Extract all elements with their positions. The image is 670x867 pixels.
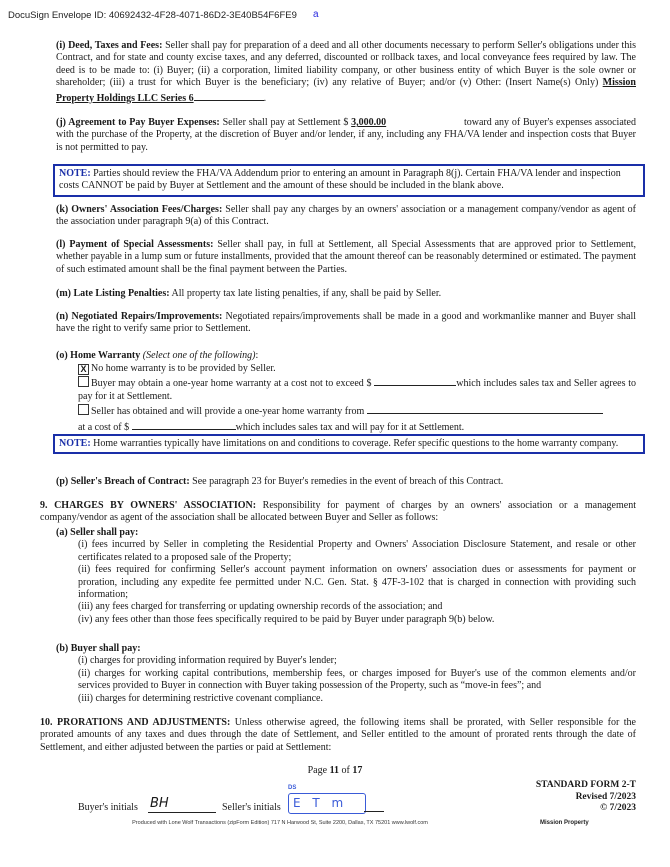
list-item: (i) charges for providing information required by Buyer's lender; — [78, 655, 337, 667]
note-text: Parties should review the FHA/VA Addendum prior to entering an amount in Paragraph 8(j). Certain FHA/VA lender and inspection costs CANNOT be paid by Buyer at Settlement and the amount of these should be included in the blank above. — [59, 168, 621, 192]
buyer-initials-field[interactable] — [148, 794, 216, 813]
buyer-pays-list — [56, 643, 636, 705]
owners-fees-text: Seller shall pay any charges by an owners' association or a management company/vendor as agent of the association under paragraph 9(a) of this Contract. — [56, 204, 636, 228]
breach-paragraph — [56, 476, 636, 488]
header-mark: a — [313, 9, 319, 20]
form-revised: Revised 7/2023 — [575, 791, 636, 802]
warranty-option-buyer — [78, 375, 636, 403]
seller-pays-list — [56, 527, 636, 626]
warranty-sub: (Select one of the following) — [140, 350, 256, 361]
grantee-field[interactable]: Mission Property Holdings LLC Series 6 — [56, 77, 636, 104]
note-label: NOTE: — [59, 438, 91, 449]
list-item: (i) fees incurred by Seller in completing the Residential Property and Owners' Association Disclosure Statement, and resale or other certificates related to a proposed sale of the Property; — [78, 539, 636, 563]
buyer-initials-value: BH — [150, 796, 169, 811]
sec9-text: Responsibility for payment of charges by an owners' association or a management company/vendor as agent of the association shall be allocated between Buyer and Seller as follows: — [40, 500, 636, 524]
list-item: (ii) charges for working capital contributions, membership fees, or charges imposed for Buyer's use of the common elements and/or services provided to Buyer in connection with Buyer taking possession of the Property, such as “move-in fees”; and — [78, 667, 636, 692]
seller-initials-signature[interactable] — [288, 785, 366, 814]
repairs-paragraph — [56, 311, 636, 336]
form-title: STANDARD FORM 2-T — [535, 780, 636, 790]
grantee-blank — [194, 90, 264, 101]
deed-taxes-paragraph: (i) Deed, Taxes and Fees: Seller shall pay for preparation of a deed and all other documents necessary to perform Seller's obligations under this Contract, and for state and county excise taxes, and any deferred, discounted or rollback taxes, and local conveyance fees required by law. The deed is to be made to: (i) Buyer; (ii) a corporation, limited liability company, or other business entity of which Buyer is the sole owner or shareholder; (iii) a trust for which Buyer is the beneficiary; (iv) any relative of Buyer; and/or (v) Other: (Insert Name(s) Only) Mission Property Holdings LLC Series 6 . — [56, 40, 636, 104]
warranty-option-none — [78, 363, 636, 375]
home-warranty-heading: (o) Home Warranty (Select one of the following): — [56, 350, 259, 361]
warranty-company-field[interactable] — [367, 403, 603, 414]
repairs-text: Negotiated repairs/improvements shall be made in a good and workmanlike manner and Buyer shall have the right to verify same prior to Settlement. — [56, 311, 637, 335]
opt2-text-a: Buyer may obtain a one-year home warranty at a cost not to exceed $ — [91, 378, 375, 390]
repairs-label: (n) Negotiated Repairs/Improvements: — [56, 311, 223, 322]
special-assessments-paragraph — [56, 239, 636, 276]
fha-note — [53, 164, 645, 197]
buyer-pays-label: (b) Buyer shall pay: — [56, 643, 141, 654]
deed-text: Seller shall pay for preparation of a deed and all other documents necessary to perform Seller's obligations under this Contract, and for state and county excise taxes, and any deferred, discounted or rollback taxes, and local conveyance fees required by law. The deed is to be made to: (i) Buyer; (ii) a corporation, limited liability company, or other business entity of which Buyer is the sole owner or shareholder; (iii) a trust for which Buyer is the beneficiary; (iv) any relative of Buyer; and/or (v) Other: (Insert Name(s) Only) — [56, 40, 636, 89]
page-text-b: of — [339, 765, 353, 776]
produced-with: Produced with Lone Wolf Transactions (zipForm Edition) 717 N Harwood St, Suite 2200, Dallas, TX 75201 www.lwolf.com — [132, 820, 428, 826]
opt3-text-b: at a cost of $ — [78, 421, 132, 433]
seller-warranty-checkbox[interactable] — [78, 404, 89, 415]
form-copyright: © 7/2023 — [600, 803, 636, 813]
breach-label: (p) Seller's Breach of Contract: — [56, 476, 190, 487]
special-assess-label: (l) Payment of Special Assessments: — [56, 239, 214, 250]
list-item: (ii) fees required for confirming Seller's account payment information on owners' association dues or assessments for payment or proration, including any expedite fee permitted under N.C. Gen. Stat. § 47F-3-102 that is charged in connection with providing such information; — [78, 564, 636, 601]
note-label: NOTE: — [59, 168, 91, 179]
section-10-paragraph — [40, 717, 636, 754]
warranty-option-seller — [78, 403, 636, 434]
special-assess-text: Seller shall pay, in full at Settlement, all Special Assessments that are approved prior to Settlement, whether payable in a lump sum or future installments, provided that the amount thereof can be reasonably determined or estimated. The payment of such estimated amount shall be the final payment between the Parties. — [56, 239, 636, 275]
list-item: (iii) charges for determining restrictive covenant compliance. — [78, 692, 323, 704]
seller-pays-label: (a) Seller shall pay: — [56, 527, 139, 538]
page-number — [0, 765, 670, 776]
warranty-label: (o) Home Warranty — [56, 350, 141, 361]
form-id-block — [536, 780, 636, 815]
page-total: 17 — [352, 765, 363, 776]
warranty-options — [78, 363, 636, 434]
buyer-warranty-checkbox[interactable] — [78, 376, 89, 387]
list-item: (iv) any fees other than those fees specifically required to be paid by Buyer under paragraph 9(b) below. — [78, 613, 495, 625]
envelope-id: DocuSign Envelope ID: 40692432-4F28-4071-86D2-3E40B54F6FE9 — [8, 10, 297, 21]
warranty-note — [53, 434, 645, 454]
agree-label: (j) Agreement to Pay Buyer Expenses: — [56, 117, 220, 128]
no-warranty-checkbox[interactable]: X — [78, 364, 89, 375]
document-name: Mission Property — [540, 820, 589, 826]
sec9-label: 9. CHARGES BY OWNERS' ASSOCIATION: — [40, 500, 257, 511]
opt3-text-a: Seller has obtained and will provide a one-year home warranty from — [91, 406, 367, 418]
seller-initials-label: Seller's initials — [222, 802, 281, 813]
note-text: Home warranties typically have limitations on and conditions to coverage. Refer specific questions to the home warranty company. — [90, 438, 619, 449]
opt3-text-c: which includes sales tax and will pay for it at Settlement. — [235, 421, 465, 433]
late-listing-paragraph — [56, 288, 636, 300]
page-current: 11 — [329, 765, 340, 776]
buyer-expense-amount[interactable]: 3,000.00 — [351, 117, 387, 128]
seller-initials-line — [364, 811, 384, 812]
breach-text: See paragraph 23 for Buyer's remedies in the event of breach of this Contract. — [189, 476, 504, 487]
sec10-label: 10. PRORATIONS AND ADJUSTMENTS: — [40, 717, 231, 728]
warranty-cost-field[interactable] — [132, 419, 236, 430]
late-listing-text: All property tax late listing penalties, if any, shall be paid by Seller. — [169, 288, 442, 299]
opt2-text-b: which includes sales tax and Seller agrees to pay for it at Settlement. — [78, 378, 636, 402]
page-text-a: Page — [307, 765, 330, 776]
buyer-initials-label: Buyer's initials — [78, 802, 138, 813]
agree-text-b: toward any of Buyer's expenses associated with the purchase of the Property, at the discretion of Buyer and/or lender, if any, including any FHA/VA lender and inspection costs that Buyer is not permitted to pay. — [56, 117, 636, 153]
sec10-text: Unless otherwise agreed, the following items shall be prorated, with Seller responsible for the prorated amounts of any taxes and dues through the date of Settlement, and Seller entitled to the amount of prorated rents through the date of Settlement, and either adjusted between the parties or paid at Settlement: — [40, 717, 636, 753]
docusign-tag: DS — [288, 785, 297, 791]
agree-text-a: Seller shall pay at Settlement $ — [219, 117, 352, 128]
owners-fees-paragraph — [56, 204, 636, 229]
owners-fees-label: (k) Owners' Association Fees/Charges: — [56, 204, 223, 215]
seller-initials-value: E T m — [293, 796, 348, 810]
section-9-intro — [40, 500, 636, 525]
deed-label: (i) Deed, Taxes and Fees: — [56, 40, 163, 51]
buyer-warranty-amount-field[interactable] — [374, 375, 456, 386]
agreement-pay-paragraph — [56, 117, 636, 154]
list-item: (iii) any fees charged for transferring or updating ownership records of the association; and — [78, 601, 443, 613]
late-listing-label: (m) Late Listing Penalties: — [56, 288, 170, 299]
opt1-text: No home warranty is to be provided by Seller. — [91, 363, 276, 374]
